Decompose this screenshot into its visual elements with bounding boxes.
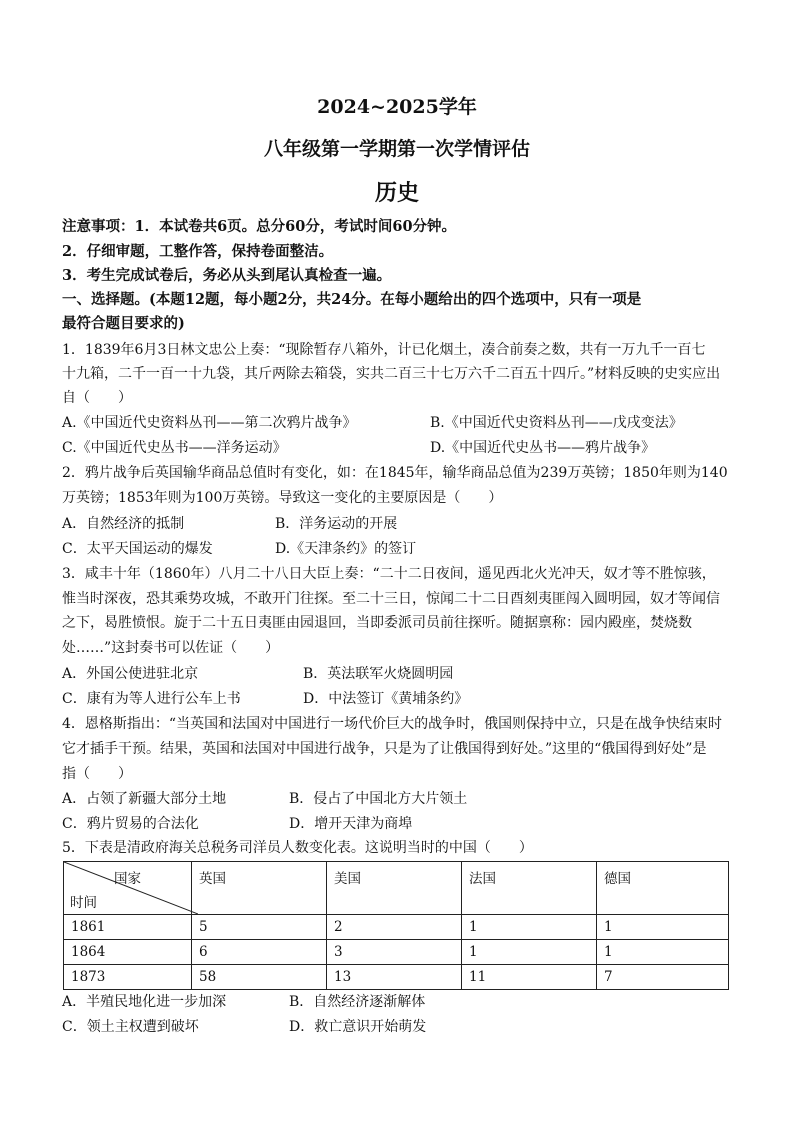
q3-stem-line: 处……”这封奏书可以佐证（ ） [62,640,280,656]
q1-option-b: B.《中国近代史资料丛刊——戊戌变法》 [430,415,683,431]
q2-stem-line: 万英镑；1853年则为100万英镑。导致这一变化的主要原因是（ ） [62,490,503,506]
note-1: 注意事项：1．本试卷共6页。总分60分，考试时间60分钟。 [62,218,457,235]
q4-option-d: D．增开天津为商埠 [289,816,413,832]
q5-option-d: D．救亡意识开始萌发 [289,1019,427,1035]
section-heading-cont: 最符合题目要求的) [62,315,185,332]
q4-stem-line: 它才插手干预。结果，英国和法国对中国进行战争，只是为了让俄国得到好处。”这里的“俄国得到好处”是 [62,741,707,757]
exam-title: 八年级第一学期第一次学情评估 [263,138,530,160]
table-row [64,940,729,965]
q4-option-a: A．占领了新疆大部分土地 [62,791,227,807]
table-cell: 3 [327,940,462,965]
table-cell: 13 [327,965,462,990]
table-header-row [64,862,729,915]
q1-option-a: A.《中国近代史资料丛刊——第二次鸦片战争》 [62,415,357,431]
subject-title: 历史 [374,180,419,206]
q3-option-b: B．英法联军火烧圆明园 [303,666,454,682]
q1-stem-line: 1．1839年6月3日林文忠公上奏：“现除暂存八箱外，计已化烟土，凑合前奏之数，共有一万九千一百七 [62,342,706,358]
column-header: 法国 [462,862,597,915]
corner-label-country: 国家 [114,871,141,887]
school-year: 2024~2025学年 [317,96,477,118]
q2-option-c: C．太平天国运动的爆发 [62,541,213,557]
q5-option-c: C．领土主权遭到破坏 [62,1019,199,1035]
table-cell: 1 [462,940,597,965]
q3-stem-line: 3．咸丰十年（1860年）八月二十八日大臣上奏：“二十二日夜间，遥见西北火光冲天，奴才等不胜惊骇， [62,566,716,582]
q4-stem-line: 4．恩格斯指出：“当英国和法国对中国进行一场代价巨大的战争时，俄国则保持中立，只是在战争快结束时 [62,716,723,732]
note-2: 2．仔细审题，工整作答，保持卷面整洁。 [62,243,334,260]
table-cell: 7 [597,965,729,990]
table-cell: 1 [597,915,729,940]
table-cell: 5 [192,915,327,940]
table-row [64,965,729,990]
table-cell: 6 [192,940,327,965]
section-heading: 一、选择题。(本题12题，每小题2分，共24分。在每小题给出的四个选项中，只有一项是 [62,291,642,308]
q1-stem-line: 十九箱，二千一百一十九袋，其斤两除去箱袋，实共二百三十七万六千二百五十四斤。”材料反映的史实应出 [62,366,721,382]
q1-option-c: C.《中国近代史丛书——洋务运动》 [62,440,287,456]
table-cell: 1 [597,940,729,965]
q3-stem-line: 之下，曷胜愤恨。旋于二十五日夷匪由园退回，当即委派司员前往探听。随据禀称：园内殿座，焚烧数 [62,615,692,631]
q1-stem-line: 自（ ） [62,390,132,406]
q1-option-d: D.《中国近代史丛书——鸦片战争》 [430,440,656,456]
table-row [64,915,729,940]
table-cell: 2 [327,915,462,940]
q2-stem-line: 2．鸦片战争后英国输华商品总值时有变化，如：在1845年，输华商品总值为239万英镑；1850年则为140 [62,465,728,481]
q3-option-c: C．康有为等人进行公车上书 [62,691,241,707]
q5-stem: 5．下表是清政府海关总税务司洋员人数变化表。这说明当时的中国（ ） [62,840,533,856]
q5-option-a: A．半殖民地化进一步加深 [62,994,227,1010]
row-year: 1873 [64,965,192,990]
column-header: 德国 [597,862,729,915]
table-corner-cell [64,862,192,915]
column-header: 美国 [327,862,462,915]
row-year: 1861 [64,915,192,940]
row-year: 1864 [64,940,192,965]
note-3: 3．考生完成试卷后，务必从头到尾认真检查一遍。 [62,267,392,284]
q4-option-c: C．鸦片贸易的合法化 [62,816,199,832]
q2-option-a: A．自然经济的抵制 [62,516,185,532]
column-header: 英国 [192,862,327,915]
q3-option-d: D．中法签订《黄埔条约》 [303,691,469,707]
q3-stem-line: 惟当时深夜，恐其乘势攻城，不敢开门往探。至二十三日，惊闻二十二日酉刻夷匪闯入圆明园，奴才等闻信 [62,591,720,607]
q5-table [63,861,729,990]
q4-option-b: B．侵占了中国北方大片领土 [289,791,468,807]
q5-option-b: B．自然经济逐渐解体 [289,994,426,1010]
table-cell: 11 [462,965,597,990]
table-cell: 58 [192,965,327,990]
corner-label-time: 时间 [70,895,97,911]
q2-option-b: B．洋务运动的开展 [275,516,398,532]
q3-option-a: A．外国公使进驻北京 [62,666,199,682]
table-cell: 1 [462,915,597,940]
q4-stem-line: 指（ ） [62,766,132,782]
q2-option-d: D.《天津条约》的签订 [275,541,417,557]
